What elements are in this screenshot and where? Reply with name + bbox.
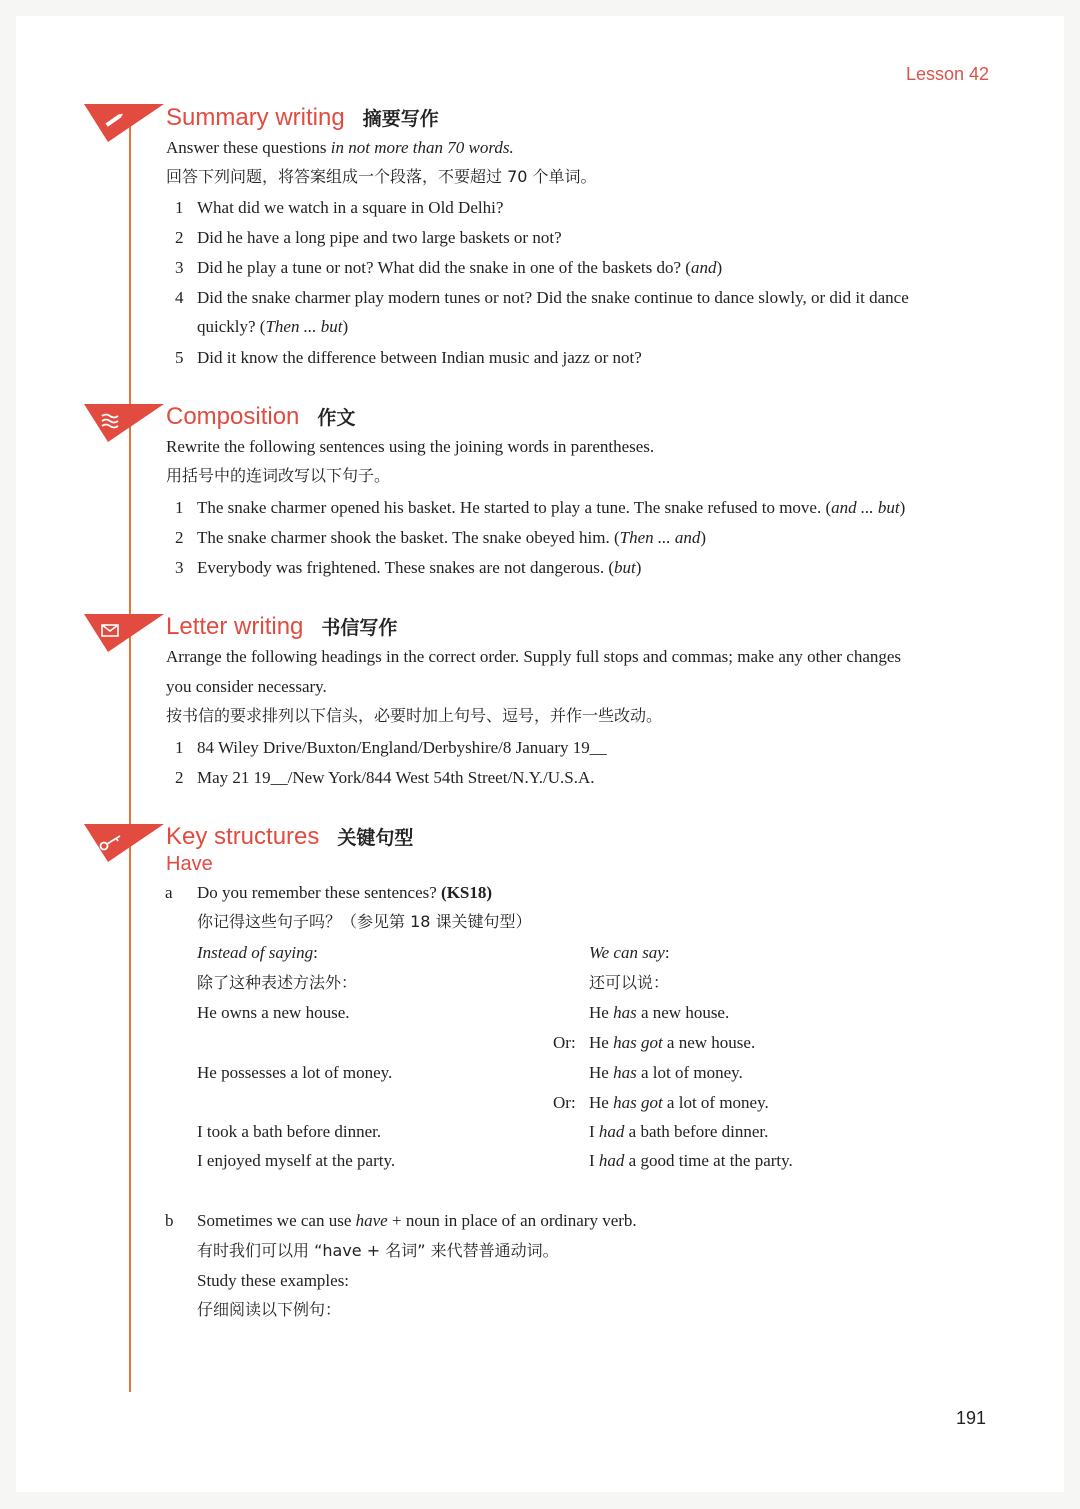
part-a-text-zh: 你记得这些句子吗？（参见第 18 课关键句型）: [197, 912, 532, 931]
margin-rule: [129, 112, 131, 1392]
part-a-label: a: [165, 883, 173, 902]
item-number: 3: [175, 558, 184, 577]
example-left: I enjoyed myself at the party.: [197, 1151, 396, 1170]
question-number: 1: [175, 198, 184, 217]
letter-instruction: Arrange the following headings in the correct order. Supply full stops and commas; make any other changes: [166, 647, 902, 666]
right-column-header-zh: 还可以说：: [589, 973, 670, 992]
part-a-text: Do you remember these sentences? (KS18): [197, 883, 493, 902]
key-subtitle: Have: [166, 853, 213, 875]
example-left: He possesses a lot of money.: [197, 1063, 393, 1082]
question-number: 2: [175, 228, 184, 247]
letter-title-zh: 书信写作: [321, 617, 398, 639]
key-title-zh: 关键句型: [337, 827, 414, 849]
key-heading: [166, 823, 413, 851]
item-text: Everybody was frightened. These snakes are not dangerous. (but): [197, 558, 642, 577]
example-left: I took a bath before dinner.: [197, 1122, 382, 1141]
summary-title: Summary writing: [166, 104, 345, 131]
part-b-text-zh: 有时我们可以用 “have + 名词” 来代替普通动词。: [197, 1241, 559, 1260]
summary-title-zh: 摘要写作: [362, 108, 439, 130]
right-column-header: We can say:: [589, 943, 670, 962]
letter-heading: [166, 613, 397, 641]
left-column-header: Instead of saying:: [197, 943, 318, 962]
item-text: May 21 19__/New York/844 West 54th Street/N.Y./U.S.A.: [197, 768, 595, 787]
part-b-text: Sometimes we can use have + noun in place of an ordinary verb.: [197, 1211, 637, 1230]
left-column-header-zh: 除了这种表述方法外：: [197, 973, 358, 992]
composition-instruction: Rewrite the following sentences using the joining words in parentheses.: [166, 437, 655, 456]
item-text: The snake charmer shook the basket. The snake obeyed him. (Then ... and): [197, 528, 707, 547]
lesson-label: Lesson 42: [906, 64, 990, 84]
example-right: He has a new house.: [589, 1003, 730, 1022]
summary-heading: [166, 104, 439, 132]
example-right: He has got a lot of money.: [589, 1093, 769, 1112]
summary-section-marker: [84, 104, 164, 144]
summary-instruction-zh: 回答下列问题，将答案组成一个段落，不要超过 70 个单词。: [166, 167, 597, 186]
part-b-label: b: [165, 1211, 174, 1230]
item-text: The snake charmer opened his basket. He started to play a tune. The snake refused to move. (and ... but): [197, 498, 906, 517]
question-text: What did we watch in a square in Old Delhi?: [197, 198, 504, 217]
item-number: 1: [175, 498, 184, 517]
letter-title: Letter writing: [166, 613, 304, 640]
question-text: Did it know the difference between Indian music and jazz or not?: [197, 348, 642, 367]
example-right: I had a good time at the party.: [589, 1151, 793, 1170]
question-number: 5: [175, 348, 184, 367]
composition-instruction-zh: 用括号中的连词改写以下句子。: [166, 466, 391, 485]
example-right: I had a bath before dinner.: [589, 1122, 769, 1141]
letter-instruction-zh: 按书信的要求排列以下信头，必要时加上句号、逗号，并作一些改动。: [166, 706, 663, 725]
item-text: 84 Wiley Drive/Buxton/England/Derbyshire/8 January 19__: [197, 738, 607, 757]
part-b-study: Study these examples:: [197, 1271, 350, 1290]
summary-instruction: Answer these questions in not more than 70 words.: [166, 138, 514, 157]
composition-title-zh: 作文: [317, 407, 356, 429]
question-text-continued: quickly? (Then ... but): [197, 317, 349, 336]
item-number: 1: [175, 738, 184, 757]
or-label: Or:: [553, 1093, 576, 1112]
item-number: 2: [175, 528, 184, 547]
question-text: Did he have a long pipe and two large baskets or not?: [197, 228, 562, 247]
question-text: Did the snake charmer play modern tunes or not? Did the snake continue to dance slowly, or did it dance: [197, 288, 909, 307]
or-label: Or:: [553, 1033, 576, 1052]
example-left: He owns a new house.: [197, 1003, 350, 1022]
letter-section-marker: [84, 614, 164, 654]
item-number: 2: [175, 768, 184, 787]
key-section-marker: [84, 824, 164, 864]
letter-instruction-continued: you consider necessary.: [166, 677, 327, 696]
example-right: He has got a new house.: [589, 1033, 756, 1052]
question-text: Did he play a tune or not? What did the snake in one of the baskets do? (and): [197, 258, 723, 277]
question-number: 3: [175, 258, 184, 277]
page-number: 191: [956, 1408, 987, 1428]
question-number: 4: [175, 288, 184, 307]
composition-heading: [166, 403, 355, 431]
composition-section-marker: [84, 404, 164, 444]
example-right: He has a lot of money.: [589, 1063, 743, 1082]
part-b-study-zh: 仔细阅读以下例句：: [197, 1300, 342, 1319]
composition-title: Composition: [166, 403, 300, 430]
key-title: Key structures: [166, 823, 320, 850]
